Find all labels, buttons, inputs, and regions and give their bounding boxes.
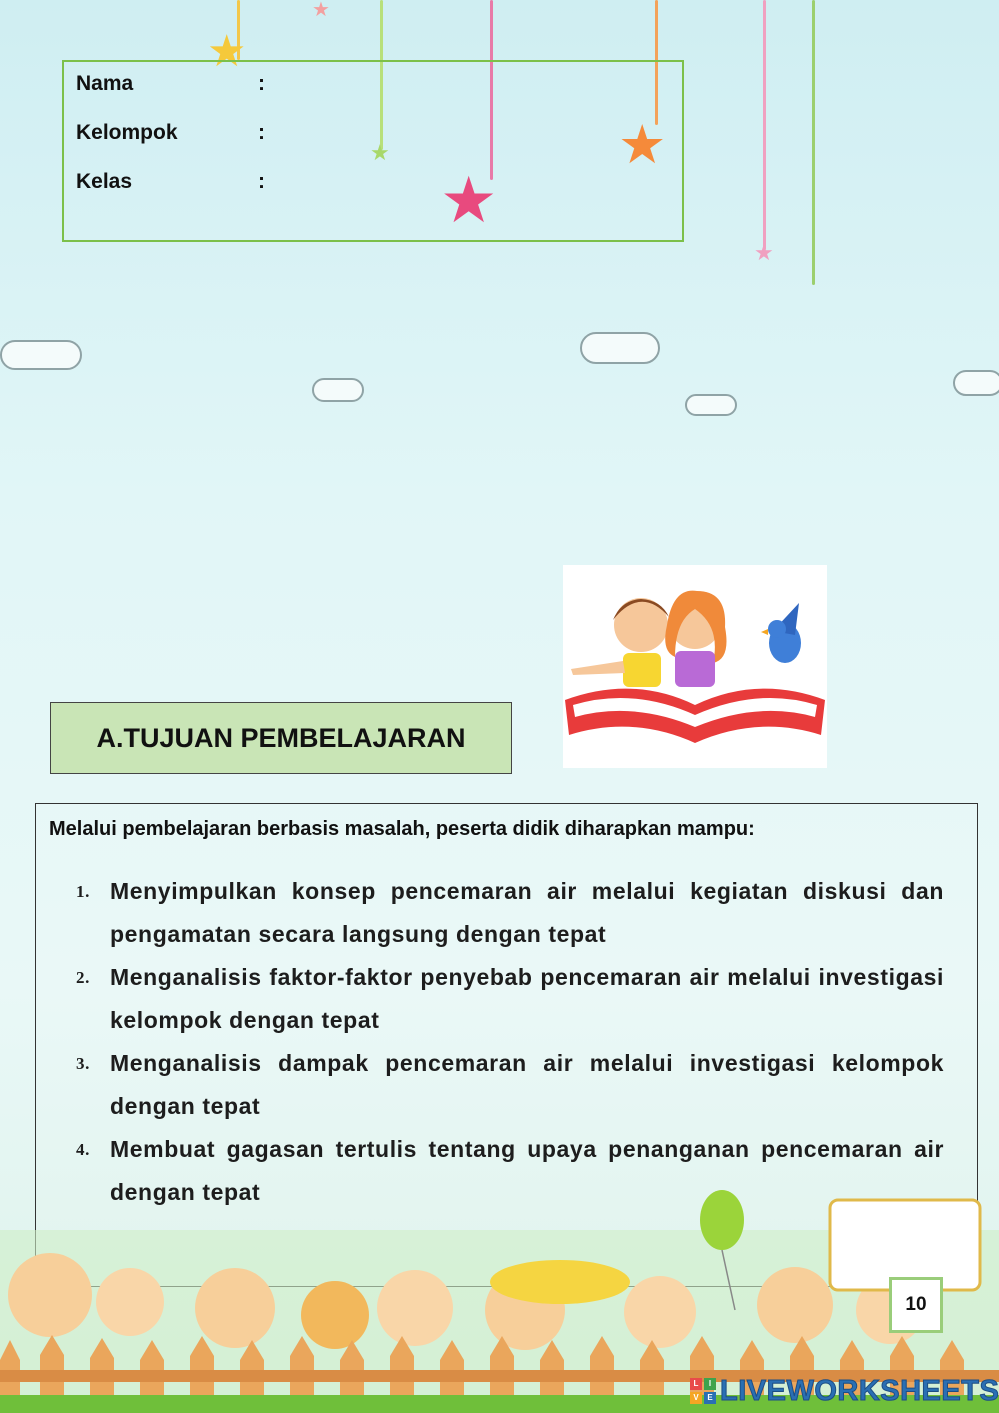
section-title: A.TUJUAN PEMBELAJARAN bbox=[50, 702, 512, 774]
cloud-icon bbox=[0, 340, 82, 370]
brand-logo-icon: L I V E bbox=[690, 1378, 716, 1404]
objective-number: 1. bbox=[76, 882, 90, 901]
objective-item bbox=[76, 1042, 944, 1128]
star-icon: ★ bbox=[207, 27, 247, 76]
star-icon: ★ bbox=[618, 115, 667, 175]
objective-number: 2. bbox=[76, 968, 90, 987]
star-icon: ★ bbox=[370, 140, 390, 165]
objective-item bbox=[76, 870, 944, 956]
hanging-string bbox=[812, 0, 815, 285]
star-icon: ★ bbox=[754, 240, 774, 265]
info-row-name bbox=[76, 72, 265, 96]
star-icon: ★ bbox=[440, 164, 498, 236]
name-separator: : bbox=[258, 72, 265, 95]
info-row-group bbox=[76, 121, 265, 145]
class-separator: : bbox=[258, 170, 265, 193]
class-label: Kelas bbox=[76, 170, 133, 193]
cloud-icon bbox=[953, 370, 999, 396]
name-label: Nama bbox=[76, 72, 134, 95]
objective-number: 4. bbox=[76, 1140, 90, 1159]
star-icon: ★ bbox=[312, 0, 330, 21]
info-row-class bbox=[76, 170, 265, 194]
page-number: 10 bbox=[889, 1277, 943, 1333]
student-info-box bbox=[62, 60, 684, 242]
kids-on-book-illustration bbox=[563, 565, 827, 768]
objective-number: 3. bbox=[76, 1054, 90, 1073]
objective-item bbox=[76, 956, 944, 1042]
objective-text: Membuat gagasan tertulis tentang upaya penanganan pencemaran air dengan tepat bbox=[110, 1136, 944, 1205]
objective-text: Menganalisis dampak pencemaran air melalui investigasi kelompok dengan tepat bbox=[110, 1050, 944, 1119]
objective-text: Menganalisis faktor-faktor penyebab pencemaran air melalui investigasi kelompok dengan tepat bbox=[110, 964, 944, 1033]
group-separator: : bbox=[258, 121, 265, 144]
liveworksheets-logo[interactable] bbox=[690, 1374, 999, 1408]
group-label: Kelompok bbox=[76, 121, 178, 144]
cloud-icon bbox=[580, 332, 660, 364]
cloud-icon bbox=[312, 378, 364, 402]
objectives-intro: Melalui pembelajaran berbasis masalah, peserta didik diharapkan mampu: bbox=[49, 818, 755, 840]
objective-text: Menyimpulkan konsep pencemaran air melalui kegiatan diskusi dan pengamatan secara langsung dengan tepat bbox=[110, 878, 944, 947]
brand-name: LIVEWORKSHEETS bbox=[720, 1374, 999, 1407]
cloud-icon bbox=[685, 394, 737, 416]
objectives-list bbox=[76, 870, 944, 1214]
hanging-string bbox=[763, 0, 766, 250]
